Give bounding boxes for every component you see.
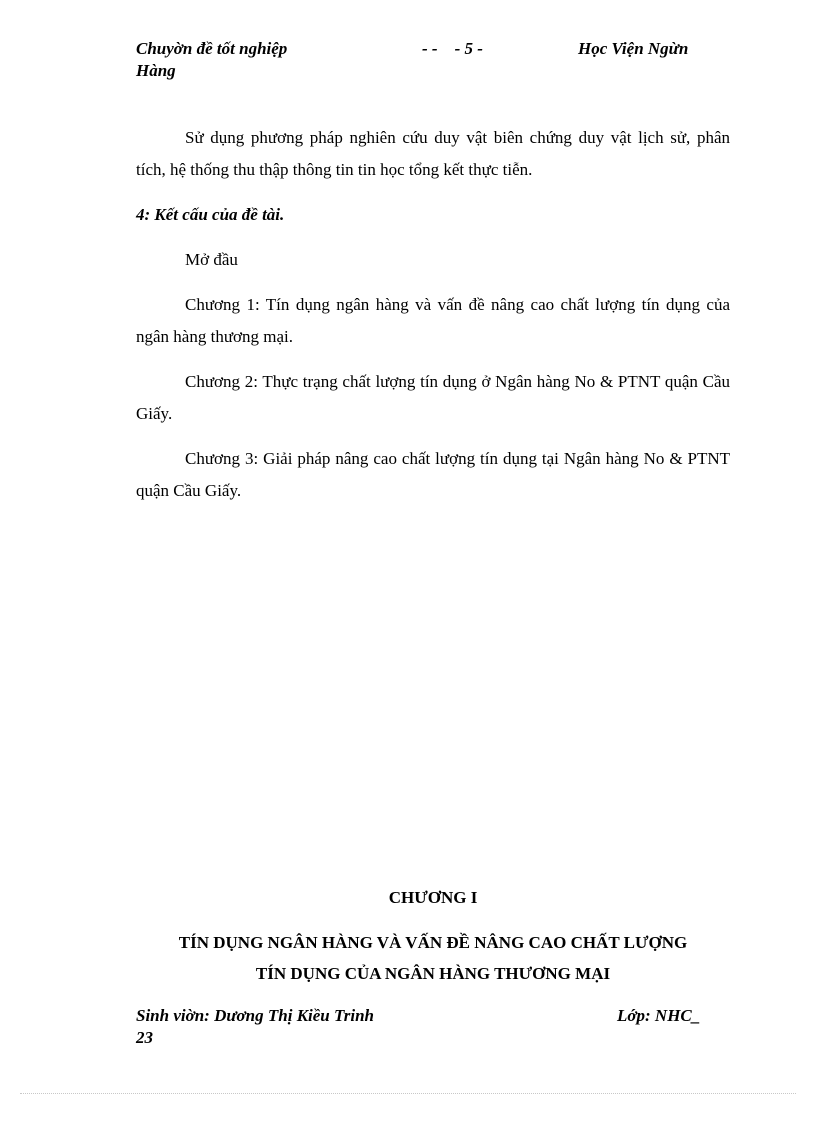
footer-class: Lớp: NHC_ xyxy=(617,1006,701,1025)
paragraph-intro: Mở đầu xyxy=(185,250,238,269)
header-institution: Học Viện Ngừn xyxy=(578,39,689,58)
header-title: Chuyờn đề tốt nghiệp xyxy=(136,39,288,58)
page-bottom-rule xyxy=(20,1093,796,1094)
chapter-title-line-2: TÍN DỤNG CỦA NGÂN HÀNG THƯƠNG MẠI xyxy=(255,964,611,983)
paragraph-research-method: Sử dụng phương pháp nghiên cứu duy vật biên chứng duy vật lịch sử, phân tích, hệ thống thu thập thông tin tin học tổng kết thực tiễn. xyxy=(136,128,730,179)
paragraph-chapter-2: Chương 2: Thực trạng chất lượng tín dụng ở Ngân hàng No & PTNT quận Cầu Giấy. xyxy=(136,372,730,423)
footer-student: Sinh viờn: Dương Thị Kiều Trinh xyxy=(136,1006,375,1025)
paragraph-chapter-3: Chương 3: Giải pháp nâng cao chất lượng tín dụng tại Ngân hàng No & PTNT quận Cầu Giấy. xyxy=(136,449,730,500)
header-title-continued: Hàng xyxy=(136,61,176,80)
page-number: - - - 5 - xyxy=(422,39,483,58)
paragraph-chapter-1: Chương 1: Tín dụng ngân hàng và vấn đề nâng cao chất lượng tín dụng của ngân hàng thương mại. xyxy=(136,295,730,346)
footer-class-number: 23 xyxy=(136,1028,153,1047)
chapter-title-line-1: TÍN DỤNG NGÂN HÀNG VÀ VẤN ĐỀ NÂNG CAO CHẤT LƯỢNG xyxy=(178,933,688,952)
section-heading: 4: Kết cấu của đề tài. xyxy=(136,205,285,224)
chapter-label: CHƯƠNG I xyxy=(388,888,478,907)
